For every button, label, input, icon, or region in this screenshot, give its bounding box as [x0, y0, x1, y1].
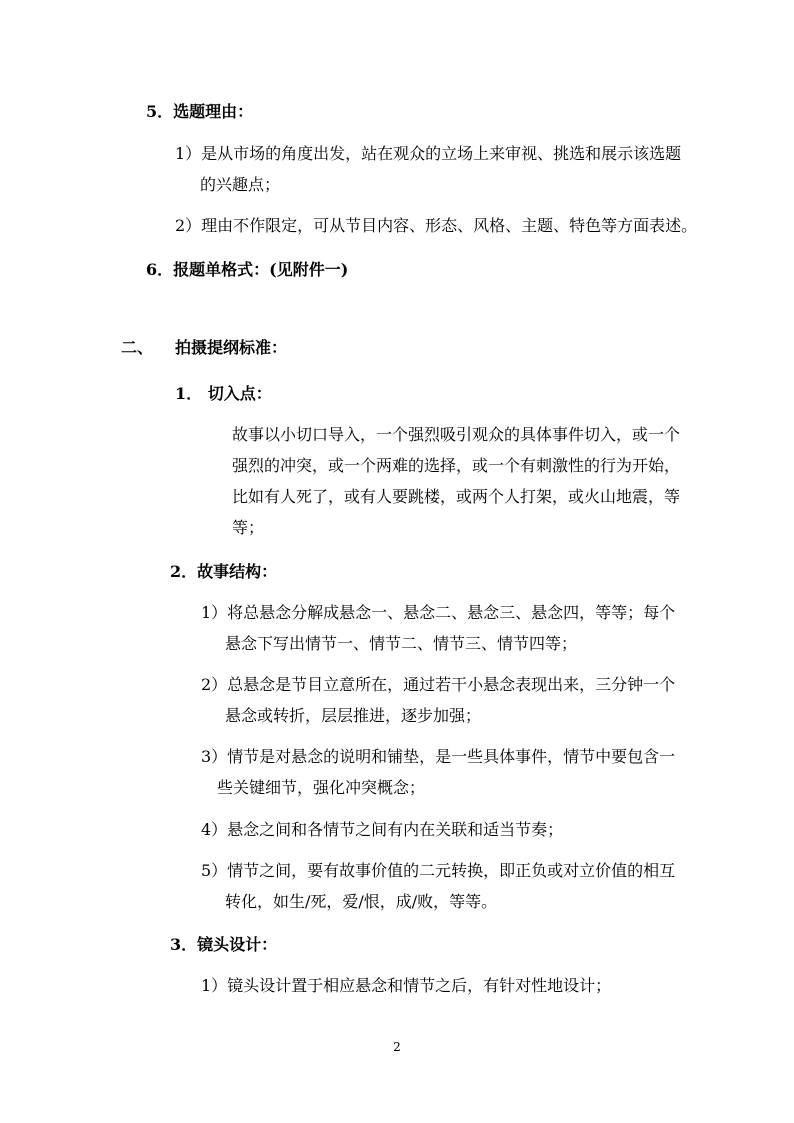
entry-point-line-2: 强烈的冲突，或一个两难的选择，或一个有刺激性的行为开始， [232, 456, 681, 475]
story-structure-item-5-line-2: 转化，如生/死，爱/恨，成/败，等等。 [225, 892, 498, 911]
entry-point-heading: 1． 切入点： [175, 384, 272, 403]
story-structure-item-4-line-1: 4）悬念之间和各情节之间有内在关联和适当节奏； [201, 820, 564, 839]
part-2-title: 拍摄提纲标准： [175, 338, 288, 357]
entry-point-line-4: 等； [232, 518, 265, 537]
shot-design-item-1: 1）镜头设计置于相应悬念和情节之后，有针对性地设计； [201, 976, 612, 995]
entry-point-line-3: 比如有人死了，或有人要跳楼，或两个人打架，或火山地震，等 [232, 487, 681, 506]
section-5-heading: 5．选题理由： [146, 102, 254, 121]
section-5-item-2: 2）理由不作限定，可从节目内容、形态、风格、主题、特色等方面表述。 [175, 216, 698, 235]
part-2-number: 二、 [121, 338, 154, 357]
entry-point-line-1: 故事以小切口导入，一个强烈吸引观众的具体事件切入，或一个 [232, 425, 681, 444]
page-number: 2 [393, 1040, 401, 1054]
story-structure-item-2-line-2: 悬念或转折，层层推进，逐步加强； [225, 706, 482, 725]
story-structure-item-1-line-1: 1）将总悬念分解成悬念一、悬念二、悬念三、悬念四，等等；每个 [201, 603, 676, 622]
story-structure-item-3-line-1: 3）情节是对悬念的说明和铺垫，是一些具体事件，情节中要包含一 [201, 747, 676, 766]
section-6-heading: 6．报题单格式：(见附件一) [146, 260, 349, 279]
shot-design-heading: 3．镜头设计： [170, 935, 278, 954]
section-5-item-1-line-2: 的兴趣点； [200, 175, 281, 194]
story-structure-heading: 2．故事结构： [170, 562, 278, 581]
story-structure-item-5-line-1: 5）情节之间，要有故事价值的二元转换，即正负或对立价值的相互 [201, 861, 676, 880]
section-5-item-1-line-1: 1）是从市场的角度出发，站在观众的立场上来审视、挑选和展示该选题 [175, 144, 682, 163]
story-structure-item-1-line-2: 悬念下写出情节一、情节二、情节三、情节四等； [225, 634, 578, 653]
story-structure-item-2-line-1: 2）总悬念是节目立意所在，通过若干小悬念表现出来，三分钟一个 [201, 675, 676, 694]
story-structure-item-3-line-2: 些关键细节，强化冲突概念； [217, 778, 426, 797]
